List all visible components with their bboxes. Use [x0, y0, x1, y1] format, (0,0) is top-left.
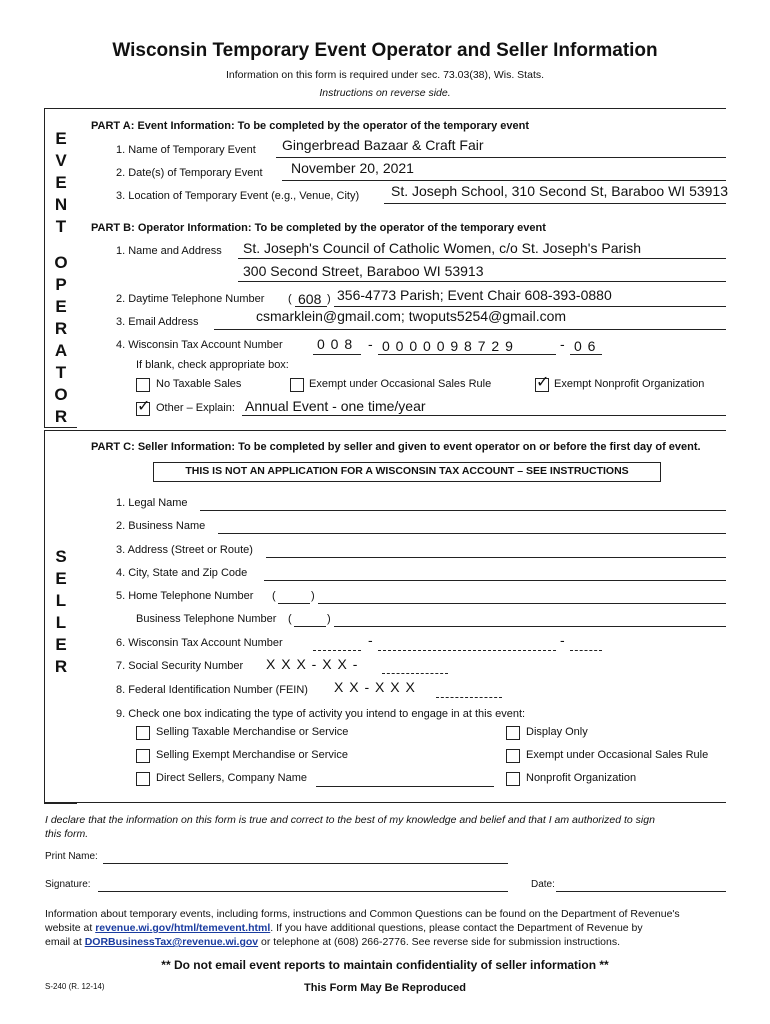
company-name-field[interactable]: [316, 786, 494, 787]
blank-note: If blank, check appropriate box:: [136, 359, 289, 371]
operator-phone-area-field[interactable]: 608: [298, 291, 322, 307]
seller-fein-field[interactable]: [436, 697, 502, 698]
act-direct-checkbox[interactable]: [136, 772, 150, 786]
event-side-label: E V E N T: [54, 129, 68, 236]
operator-name-line: [238, 258, 726, 259]
operator-name-label: 1. Name and Address: [116, 245, 222, 257]
seller-ssn-field[interactable]: [382, 673, 448, 674]
email-link[interactable]: DORBusinessTax@revenue.wi.gov: [84, 936, 259, 948]
other-checkbox[interactable]: [136, 398, 151, 416]
seller-side-label: S E L L E R: [54, 547, 68, 676]
operator-email-label: 3. Email Address: [116, 316, 199, 328]
operator-address-line: [238, 281, 726, 282]
declaration-line2: this form.: [45, 828, 89, 840]
form-id: S-240 (R. 12-14): [45, 982, 105, 991]
required-note: Information on this form is required under sec. 73.03(38), Wis. Stats.: [225, 69, 545, 81]
instructions-note: Instructions on reverse side.: [319, 87, 451, 99]
seller-address-field[interactable]: [266, 557, 726, 558]
tax-account-part3[interactable]: 0 6: [574, 338, 597, 354]
exempt-nonprofit-label: Exempt Nonprofit Organization: [554, 378, 705, 390]
seller-tax-part3-field[interactable]: [570, 650, 602, 651]
part-c-heading: PART C: Seller Information: To be completed by seller and given to event operator on or before the first day of event.: [91, 441, 701, 453]
seller-home-phone-field[interactable]: [318, 603, 726, 604]
event-dates-field[interactable]: November 20, 2021: [291, 160, 414, 176]
ssn-mask: X X X - X X -: [266, 656, 359, 672]
info-line2: website at revenue.wi.gov/html/temevent.html. If you have additional questions, please contact the Department of Revenue by: [45, 922, 643, 934]
act-display-checkbox[interactable]: [506, 726, 520, 740]
operator-side-label: O P E R A T O R: [54, 253, 68, 426]
tax-part3-line: [570, 354, 602, 355]
print-name-field[interactable]: [103, 863, 508, 864]
info-line3: email at DORBusinessTax@revenue.wi.gov or telephone at (608) 266-2776. See reverse side for submission instructions.: [45, 936, 620, 948]
check-mark-icon: ✓: [137, 398, 151, 415]
reproduce-note: This Form May Be Reproduced: [304, 982, 466, 994]
act-exempt-merch-checkbox[interactable]: [136, 749, 150, 763]
act-exempt-occasional-label: Exempt under Occasional Sales Rule: [526, 749, 709, 761]
event-name-label: 1. Name of Temporary Event: [116, 144, 256, 156]
check-mark-icon: ✓: [536, 374, 550, 391]
operator-address-field[interactable]: 300 Second Street, Baraboo WI 53913: [243, 263, 484, 279]
seller-city-label: 4. City, State and Zip Code: [116, 567, 248, 579]
seller-home-phone-label: 5. Home Telephone Number: [116, 590, 254, 602]
business-paren-close: ): [327, 613, 331, 625]
home-area-field[interactable]: [278, 603, 310, 604]
part-a-heading: PART A: Event Information: To be completed by the operator of the temporary event: [91, 120, 530, 132]
event-location-field[interactable]: St. Joseph School, 310 Second St, Baraboo WI 53913: [391, 183, 728, 199]
banner-text: THIS IS NOT AN APPLICATION FOR A WISCONSIN TAX ACCOUNT – SEE INSTRUCTIONS: [185, 465, 629, 477]
act-nonprofit-label: Nonprofit Organization: [526, 772, 637, 784]
act-direct-label: Direct Sellers, Company Name: [156, 772, 307, 784]
seller-tax-part1-field[interactable]: [313, 650, 361, 651]
other-line: [242, 415, 726, 416]
home-paren-open: (: [272, 590, 276, 602]
exempt-nonprofit-checkbox[interactable]: [535, 374, 550, 392]
confidentiality-warning: ** Do not email event reports to maintain confidentiality of seller information **: [161, 958, 609, 972]
business-paren-open: (: [288, 613, 292, 625]
operator-tax-label: 4. Wisconsin Tax Account Number: [116, 339, 283, 351]
signature-field[interactable]: [98, 891, 508, 892]
operator-phone-line: [334, 306, 726, 307]
event-location-line: [384, 203, 726, 204]
tax-part2-line: [378, 354, 556, 355]
website-link[interactable]: revenue.wi.gov/html/temevent.html: [95, 922, 271, 934]
other-explain-field[interactable]: Annual Event - one time/year: [245, 398, 426, 414]
seller-fein-label: 8. Federal Identification Number (FEIN): [116, 684, 308, 696]
event-dates-label: 2. Date(s) of Temporary Event: [116, 167, 263, 179]
operator-name-field[interactable]: St. Joseph's Council of Catholic Women, c/o St. Joseph's Parish: [243, 240, 642, 256]
seller-tax-label: 6. Wisconsin Tax Account Number: [116, 637, 283, 649]
operator-phone-label: 2. Daytime Telephone Number: [116, 293, 265, 305]
act-exempt-merch-label: Selling Exempt Merchandise or Service: [156, 749, 348, 761]
seller-business-name-label: 2. Business Name: [116, 520, 206, 532]
form-title: Wisconsin Temporary Event Operator and Seller Information: [112, 40, 658, 61]
tax-account-part2[interactable]: 0 0 0 0 0 9 8 7 2 9: [382, 338, 514, 354]
tax-account-part1[interactable]: 0 0 8: [317, 336, 354, 352]
act-taxable-label: Selling Taxable Merchandise or Service: [156, 726, 349, 738]
declaration-line1: I declare that the information on this form is true and correct to the best of my knowledge and belief and that I am authorized to sign: [45, 814, 655, 826]
seller-tax-part2-field[interactable]: [378, 650, 556, 651]
event-name-line: [276, 157, 726, 158]
event-dates-line: [282, 180, 726, 181]
business-area-field[interactable]: [294, 626, 326, 627]
operator-email-line: [214, 329, 726, 330]
act-display-label: Display Only: [526, 726, 588, 738]
part-b-heading: PART B: Operator Information: To be completed by the operator of the temporary event: [91, 222, 546, 234]
act-nonprofit-checkbox[interactable]: [506, 772, 520, 786]
fein-mask: X X - X X X: [334, 679, 416, 695]
seller-ssn-label: 7. Social Security Number: [116, 660, 244, 672]
seller-business-name-field[interactable]: [218, 533, 726, 534]
top-rule: [44, 108, 726, 109]
no-taxable-sales-checkbox[interactable]: [136, 378, 150, 392]
seller-city-field[interactable]: [264, 580, 726, 581]
act-exempt-occasional-checkbox[interactable]: [506, 749, 520, 763]
operator-phone-field[interactable]: 356-4773 Parish; Event Chair 608-393-0880: [337, 287, 612, 303]
seller-legal-name-label: 1. Legal Name: [116, 497, 188, 509]
event-location-label: 3. Location of Temporary Event (e.g., Venue, City): [116, 190, 360, 202]
operator-email-field[interactable]: csmarklein@gmail.com; twoputs5254@gmail.com: [256, 308, 567, 324]
seller-address-label: 3. Address (Street or Route): [116, 544, 253, 556]
seller-legal-name-field[interactable]: [200, 510, 726, 511]
exempt-occasional-checkbox[interactable]: [290, 378, 304, 392]
mid-rule: [44, 430, 726, 431]
event-name-field[interactable]: Gingerbread Bazaar & Craft Fair: [282, 137, 484, 153]
signature-label: Signature:: [45, 879, 91, 890]
date-field[interactable]: [556, 891, 726, 892]
home-paren-close: ): [311, 590, 315, 602]
phone-paren-open: (: [288, 293, 292, 305]
date-label: Date:: [531, 879, 555, 890]
seller-business-phone-label: Business Telephone Number: [136, 613, 277, 625]
exempt-occasional-label: Exempt under Occasional Sales Rule: [309, 378, 492, 390]
other-label: Other – Explain:: [156, 402, 235, 414]
info-line1: Information about temporary events, including forms, instructions and Common Questions can be found on the Department of Revenue's: [45, 908, 680, 920]
phone-paren-close: ): [327, 293, 331, 305]
no-taxable-sales-label: No Taxable Sales: [156, 378, 242, 390]
bottom-rule: [44, 802, 726, 803]
act-taxable-checkbox[interactable]: [136, 726, 150, 740]
activity-prompt: 9. Check one box indicating the type of activity you intend to engage in at this event:: [116, 708, 526, 720]
tax-part1-line: [313, 354, 361, 355]
phone-area-line: [295, 306, 327, 307]
print-name-label: Print Name:: [45, 851, 98, 862]
seller-business-phone-field[interactable]: [334, 626, 726, 627]
